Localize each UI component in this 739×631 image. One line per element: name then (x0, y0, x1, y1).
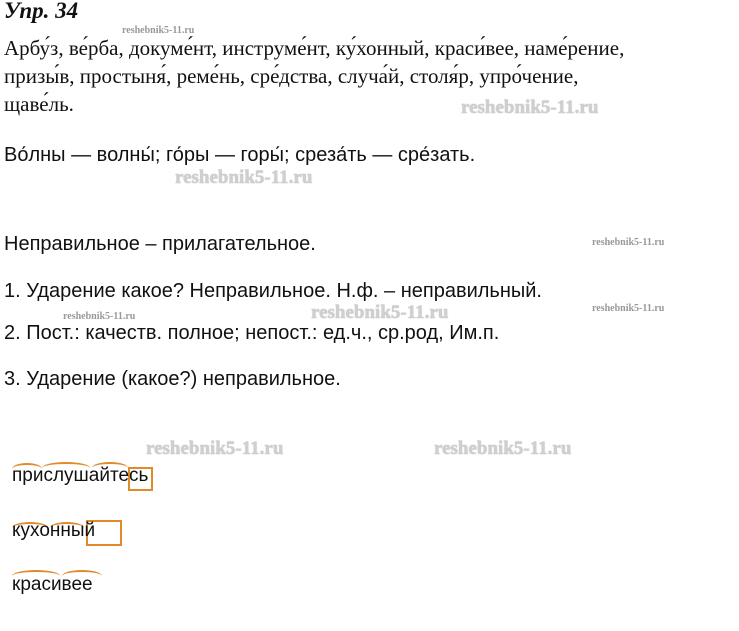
paragraph-line-1: Арбу́з, ве́рба, докуме́нт, инструме́нт, ку́хонный, краси́вее, наме́рение, (4, 36, 625, 60)
paragraph-line-2: призы́в, простыня́, реме́нь, сре́дства, случа́й, столя́р, упро́чение, (4, 64, 579, 88)
watermark: reshebnik5-11.ru (146, 438, 284, 459)
stress-pairs: Во́лны — волны́; го́ры — горы́; среза́ть — сре́зать. (4, 144, 476, 166)
watermark: reshebnik5-11.ru (592, 237, 665, 248)
word-kuhonnyy: кухонный (12, 520, 96, 541)
watermark: reshebnik5-11.ru (175, 167, 313, 188)
analysis-line-3: 3. Ударение (какое?) неправильное. (4, 368, 341, 390)
watermark: reshebnik5-11.ru (311, 302, 449, 323)
watermark: reshebnik5-11.ru (592, 303, 665, 314)
analysis-line-1: 1. Ударение какое? Неправильное. Н.ф. – неправильный. (4, 280, 542, 302)
watermark: reshebnik5-11.ru (122, 25, 195, 36)
watermark: reshebnik5-11.ru (434, 438, 572, 459)
analysis-line-2: 2. Пост.: качеств. полное; непост.: ед.ч., ср.род, Им.п. (4, 322, 500, 344)
part-of-speech-line: Неправильное – прилагательное. (4, 233, 316, 255)
exercise-title: Упр. 34 (4, 0, 79, 23)
watermark: reshebnik5-11.ru (461, 97, 599, 118)
word-krasivee: красивее (12, 574, 93, 595)
word-prislushaytes: прислушайтесь (12, 465, 149, 486)
paragraph-line-3: щаве́ль. (4, 92, 74, 116)
watermark: reshebnik5-11.ru (63, 311, 136, 322)
